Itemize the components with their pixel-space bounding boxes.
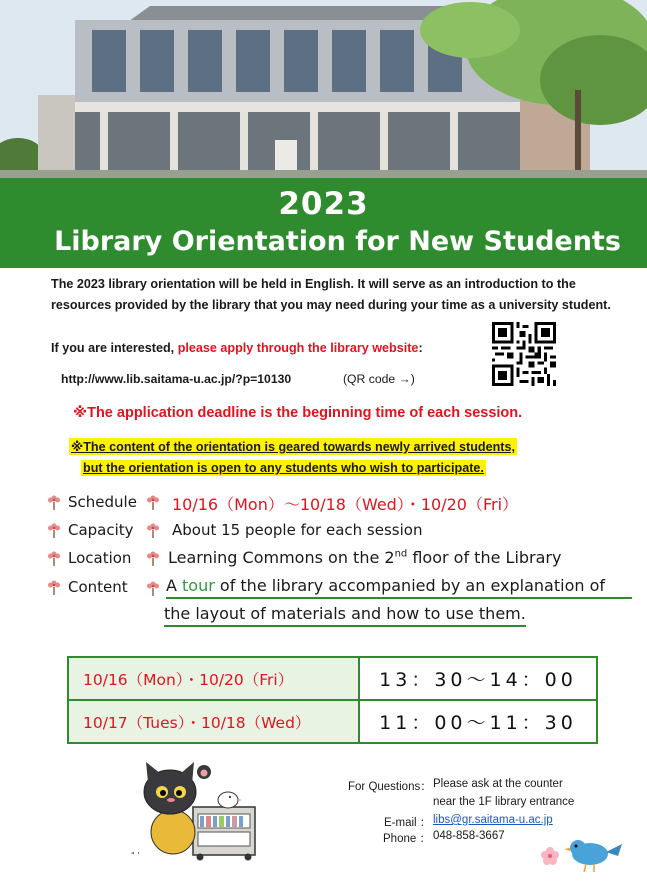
apply-suffix: : [418, 341, 423, 355]
content-value-line-1 [166, 576, 632, 599]
qr-code-label: (QR code →) [343, 372, 415, 386]
content-label: Content [68, 578, 128, 596]
questions-line-2: near the 1F library entrance [433, 796, 575, 808]
location-text-end: floor of the Library [407, 548, 562, 567]
location-label: Location [68, 549, 132, 567]
questions-label: For Questions： [348, 781, 432, 793]
flower-bullet-icon [145, 549, 161, 567]
banner-title: Library Orientation for New Students [54, 226, 621, 257]
flower-bullet-icon [46, 493, 62, 511]
flower-bullet-icon [46, 521, 62, 539]
intro-line-2: resources provided by the library that you may need during your time as a university student. [51, 298, 611, 312]
content-a: A [166, 576, 183, 595]
location-text: Learning Commons on the 2 [168, 548, 395, 567]
apply-line [51, 341, 423, 355]
content-value-line-2: the layout of materials and how to use them. [164, 604, 526, 627]
session-table [67, 656, 598, 744]
location-value [168, 548, 561, 567]
bird-blossom-illustration [538, 832, 628, 880]
table-row [68, 657, 597, 700]
apply-link-text[interactable]: please apply through the library website [177, 341, 419, 355]
session-days: 10/17（Tues）・10/18（Wed） [68, 700, 359, 743]
phone-number: 048-858-3667 [433, 830, 505, 842]
content-rest: of the library accompanied by an explanation of [214, 576, 605, 595]
schedule-value: 10/16（Mon）～10/18（Wed）・10/20（Fri） [172, 495, 519, 514]
table-row [68, 700, 597, 743]
content-tour-word: tour [182, 576, 215, 595]
flower-bullet-icon [145, 521, 161, 539]
qr-code-icon[interactable] [492, 322, 556, 386]
flower-bullet-icon [46, 549, 62, 567]
flower-bullet-icon [145, 493, 161, 511]
session-time: 13：30～14：00 [359, 657, 597, 700]
flower-bullet-icon [145, 579, 161, 597]
phone-label: Phone ： [383, 833, 431, 845]
session-days: 10/16（Mon）・10/20（Fri） [68, 657, 359, 700]
capacity-label: Capacity [68, 521, 134, 539]
email-label: E-mail ： [384, 817, 432, 829]
library-building-photo [0, 0, 647, 178]
schedule-label: Schedule [68, 493, 137, 511]
location-superscript: nd [394, 548, 408, 560]
svg-text:" ': " ' [131, 851, 140, 860]
open-notice-line-1: ※The content of the orientation is geared towards newly arrived students, [71, 440, 516, 454]
apply-prefix: If you are interested, [51, 341, 178, 355]
flower-bullet-icon [46, 578, 62, 596]
open-notice-line-2: but the orientation is open to any students who wish to participate. [83, 461, 484, 475]
banner-year: 2023 [278, 186, 369, 222]
intro-line-1: The 2023 library orientation will be held in English. It will serve as an introduction to the [51, 277, 576, 291]
title-banner [0, 178, 647, 268]
cat-mascot-illustration [128, 762, 268, 862]
library-url[interactable]: http://www.lib.saitama-u.ac.jp/?p=10130 [61, 372, 292, 386]
capacity-value: About 15 people for each session [172, 521, 423, 539]
deadline-notice: ※The application deadline is the beginning time of each session. [73, 405, 523, 421]
questions-line-1: Please ask at the counter [433, 778, 563, 790]
session-time: 11：00～11：30 [359, 700, 597, 743]
email-link[interactable]: libs@gr.saitama-u.ac.jp [433, 814, 553, 826]
